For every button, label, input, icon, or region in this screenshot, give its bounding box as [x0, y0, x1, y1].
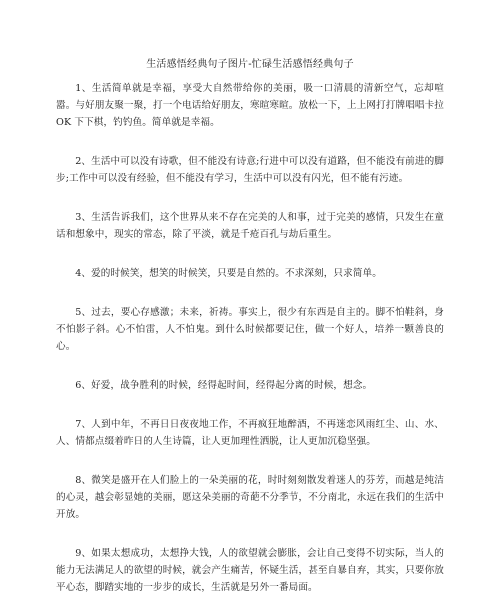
paragraph-4: 4、爱的时候笑，想笑的时候笑，只要是自然的。不求深刻，只求简单。 [75, 268, 382, 279]
paragraph-5: 5、过去，要心存感激；未来，祈祷。事实上，很少有东西是自主的。脚不怕鞋斜，身不怕影子斜。心不怕雷，人不怕鬼。到什么时候都要记住，做一个好人，培养一颗善良的心。 [56, 307, 444, 352]
paragraph-7: 7、人到中年，不再日日夜夜地工作，不再疯狂地醉酒，不再迷恋风雨红尘、山、水、人、情都点缀着昨日的人生诗篇，让人更加理性洒脱，让人更加沉稳坚强。 [56, 419, 444, 447]
paragraph-3: 3、生活告诉我们，这个世界从来不存在完美的人和事，过于完美的感情，只发生在童话和想象中，现实的常态，除了平淡，就是千疮百孔与劫后重生。 [56, 212, 444, 240]
paragraph-2: 2、生活中可以没有诗歌，但不能没有诗意;行进中可以没有道路，但不能没有前进的脚步;工作中可以没有经验，但不能没有学习，生活中可以没有闪光，但不能有污迹。 [56, 156, 444, 184]
paragraph-1: 1、生活简单就是幸福，享受大自然带给你的美丽，吸一口清晨的清新空气，忘却喧嚣。与好朋友聚一聚，打一个电话给好朋友，寒暄寒暄。放松一下，上上网打打牌唱唱卡拉 OK 下下棋，钓钓鱼。简单就是幸福。 [56, 83, 444, 128]
document-title: 生活感悟经典句子图片-忙碌生活感悟经典句子 [146, 59, 354, 70]
paragraph-8: 8、微笑是盛开在人们脸上的一朵美丽的花，时时刻刻散发着迷人的芬芳，而越是纯洁的心灵，越会彰显她的美丽，愿这朵美丽的奇葩不分季节，不分南北，永远在我们的生活中开放。 [56, 475, 444, 520]
paragraph-9: 9、如果太想成功，太想挣大钱，人的欲望就会膨胀，会让自己变得不切实际，当人的能力无法满足人的欲望的时候，就会产生痛苦，怀疑生活，甚至自暴自弃，其实，只要你放平心态，脚踏实地的一步步的成长，生活就是另外一番局面。 [56, 548, 444, 593]
paragraph-6: 6、好爱，战争胜利的时候，经得起时间，经得起分离的时候，想念。 [75, 380, 373, 391]
